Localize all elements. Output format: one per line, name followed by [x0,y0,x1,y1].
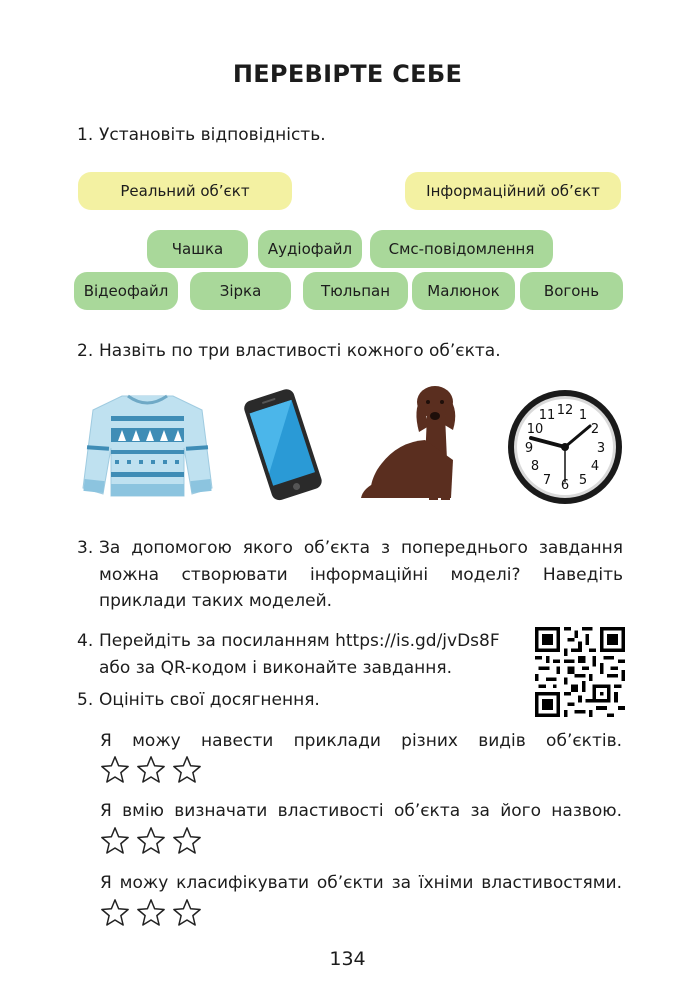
star-icon[interactable] [100,755,130,785]
question-text-line: можна створювати інформаційні моделі? Наведіть [99,564,623,585]
question-number: 5. [77,690,94,710]
item-audiofile[interactable]: Аудіофайл [258,230,362,268]
qr-code-image[interactable] [535,627,625,717]
question-number: 2. [77,341,94,361]
question-text-line: або за QR-кодом і виконайте завдання. [99,657,452,678]
svg-text:4: 4 [590,459,600,474]
question-text-line: За допомогою якого об’єкта з попереднього завдання [99,538,623,558]
question-text: Установіть відповідність. [99,125,326,145]
svg-text:11: 11 [538,408,556,423]
star-icon[interactable] [100,826,130,856]
category-real-object[interactable]: Реальний об’єкт [78,172,292,210]
svg-text:9: 9 [524,441,534,456]
star-rating[interactable] [100,826,202,856]
svg-text:12: 12 [556,403,574,418]
item-fire[interactable]: Вогонь [520,272,623,310]
item-videofile[interactable]: Відеофайл [74,272,178,310]
question-1 [77,122,637,149]
item-star[interactable]: Зірка [190,272,291,310]
star-icon[interactable] [136,826,166,856]
question-number: 3. [77,538,94,558]
question-number: 1. [77,125,94,145]
page-title: ПЕРЕВІРТЕ СЕБЕ [232,60,463,88]
question-text-line[interactable]: Перейдіть за посиланням https://is.gd/jvDs8F [99,631,500,651]
star-icon[interactable] [172,826,202,856]
sweater-image [80,388,215,503]
svg-text:10: 10 [526,422,544,437]
star-icon[interactable] [136,755,166,785]
self-assessment-statement: Я можу класифікувати об’єкти за їхніми властивостями. [100,873,622,893]
question-text-line: приклади таких моделей. [99,591,333,611]
category-information-object[interactable]: Інформаційний об’єкт [405,172,621,210]
star-icon[interactable] [100,898,130,928]
item-tulip[interactable]: Тюльпан [303,272,408,310]
question-text: Назвіть по три властивості кожного об’єкта. [99,341,501,361]
question-number: 4. [77,631,94,651]
question-2 [77,338,637,365]
star-rating[interactable] [100,755,202,785]
svg-text:1: 1 [578,408,588,423]
star-icon[interactable] [136,898,166,928]
star-rating[interactable] [100,898,202,928]
item-sms[interactable]: Смс-повідомлення [370,230,553,268]
question-text: Оцініть свої досягнення. [99,690,320,710]
star-icon[interactable] [172,755,202,785]
item-drawing[interactable]: Малюнок [412,272,515,310]
svg-text:3: 3 [596,441,606,456]
svg-text:8: 8 [530,459,540,474]
svg-text:2: 2 [590,422,600,437]
clock-image [506,388,624,506]
question-3 [77,535,623,615]
star-icon[interactable] [172,898,202,928]
page-number: 134 [329,948,366,970]
self-assessment-statement: Я можу навести приклади різних видів об’єктів. [100,731,622,751]
self-assessment-statement: Я вмію визначати властивості об’єкта за його назвою. [100,801,622,821]
dog-image [355,380,475,505]
smartphone-image [235,388,330,503]
question-5 [77,687,527,714]
svg-text:7: 7 [542,473,552,488]
svg-text:6: 6 [560,478,570,493]
question-4 [77,628,527,681]
svg-text:5: 5 [578,473,588,488]
item-cup[interactable]: Чашка [147,230,248,268]
